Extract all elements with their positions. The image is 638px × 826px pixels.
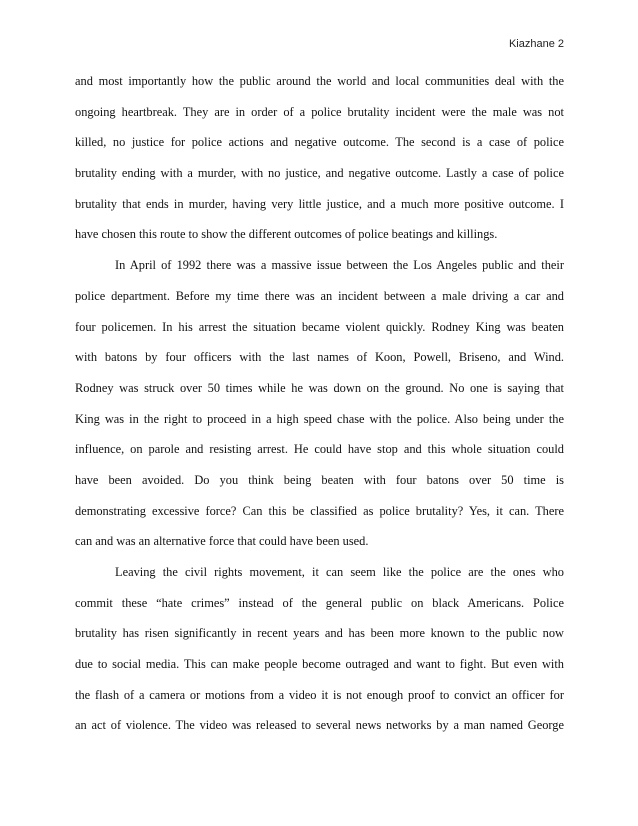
paragraph-3 bbox=[75, 557, 564, 741]
text-line: ongoing heartbreak. They are in order of a police brutality incident were the male was not bbox=[75, 104, 564, 119]
paragraph-2 bbox=[75, 250, 564, 557]
essay-body bbox=[75, 66, 564, 741]
text-line: Rodney was struck over 50 times while he was down on the ground. No one is saying that bbox=[75, 380, 564, 395]
paragraph-1 bbox=[75, 66, 564, 250]
text-line: killed, no justice for police actions and negative outcome. The second is a case of police bbox=[75, 135, 564, 150]
text-line: and most importantly how the public around the world and local communities deal with the bbox=[75, 74, 564, 88]
text-line: brutality has risen significantly in recent years and has been more known to the public now bbox=[75, 626, 564, 641]
text-line: demonstrating excessive force? Can this be classified as police brutality? Yes, it can. There bbox=[75, 503, 564, 518]
text-line: King was in the right to proceed in a high speed chase with the police. Also being under the bbox=[75, 411, 564, 426]
text-line: can and was an alternative force that could have been used. bbox=[75, 534, 369, 549]
text-line: Leaving the civil rights movement, it can seem like the police are the ones who bbox=[115, 565, 564, 579]
text-line: brutality ending with a murder, with no justice, and negative outcome. Lastly a case of police bbox=[75, 166, 564, 181]
text-line: an act of violence. The video was released to several news networks by a man named George bbox=[75, 718, 564, 733]
text-line: influence, on parole and resisting arrest. He could have stop and this whole situation could bbox=[75, 442, 564, 457]
text-line: due to social media. This can make people become outraged and want to fight. But even with bbox=[75, 657, 564, 672]
text-line: the flash of a camera or motions from a video it is not enough proof to convict an officer for bbox=[75, 687, 564, 702]
text-line: four policemen. In his arrest the situation became violent quickly. Rodney King was beaten bbox=[75, 319, 564, 334]
text-line: have been avoided. Do you think being beaten with four batons over 50 time is bbox=[75, 472, 564, 487]
running-head: Kiazhane 2 bbox=[508, 38, 564, 50]
text-line: with batons by four officers with the last names of Koon, Powell, Briseno, and Wind. bbox=[75, 350, 564, 365]
text-line: In April of 1992 there was a massive issue between the Los Angeles public and their bbox=[115, 258, 564, 273]
text-line: brutality that ends in murder, having very little justice, and a much more positive outcome. I bbox=[75, 196, 564, 211]
text-line: police department. Before my time there was an incident between a male driving a car and bbox=[75, 288, 564, 303]
text-line: commit these “hate crimes” instead of the general public on black Americans. Police bbox=[75, 595, 564, 610]
text-line: have chosen this route to show the different outcomes of police beatings and killings. bbox=[75, 227, 498, 242]
